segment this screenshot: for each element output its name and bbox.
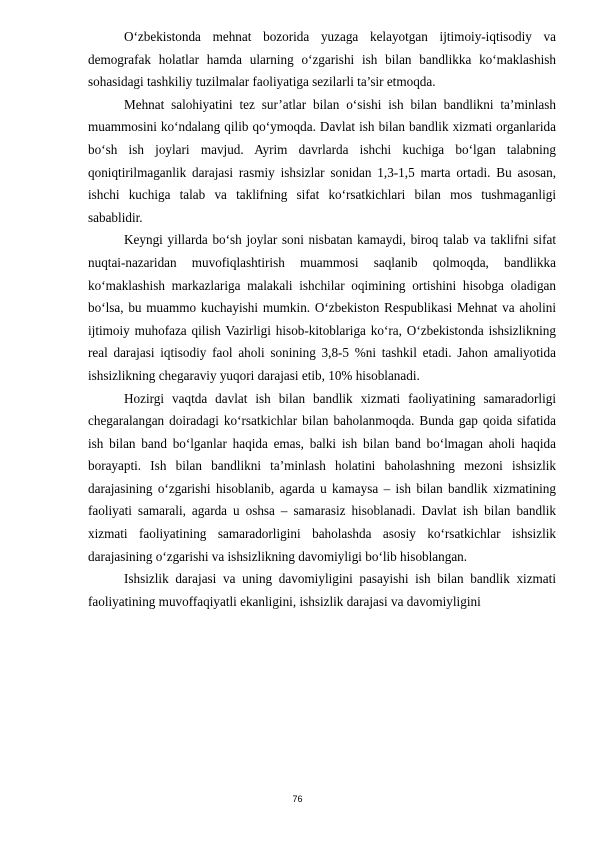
- document-page: [88, 26, 556, 613]
- page-number: 76: [292, 794, 303, 804]
- paragraph-3: Keyngi yillarda bo‘sh joylar soni nisbatan kamaydi, biroq talab va taklifni sifat nuqtai-nazaridan muvofiqlashtirish muammosi saqlanib qolmoqda, bandlikka ko‘maklashish markazlariga malakali ishchilar oqimining ortishini hisobga oladigan bo‘lsa, bu muammo kuchayishi mumkin. O‘zbekiston Respublikasi Mehnat va aholini ijtimoiy muhofaza qilish Vazirligi hisob-kitoblariga ko‘ra, O‘zbekistonda ishsizlikning real darajasi iqtisodiy faol aholi sonining 3,8-5 %ni tashkil etadi. Jahon amaliyotida ishsizlikning chegaraviy yuqori darajasi etib, 10% hisoblanadi.: [88, 232, 556, 383]
- paragraph-1: O‘zbekistonda mehnat bozorida yuzaga kelayotgan ijtimoiy-iqtisodiy va demografak holatlar hamda ularning o‘zgarishi ish bilan bandlikka ko‘maklashish sohasidagi tashkiliy tuzilmalar faoliyatiga sezilarli ta’sir etmoqda.: [88, 29, 556, 90]
- paragraph-5: Ishsizlik darajasi va uning davomiyligini pasayishi ish bilan bandlik xizmati faoliyatining muvoffaqiyatli ekanligini, ishsizlik darajasi va davomiyligini: [88, 571, 556, 609]
- paragraph-4: Hozirgi vaqtda davlat ish bilan bandlik xizmati faoliyatining samaradorligi chegaralangan doiradagi ko‘rsatkichlar bilan baholanmoqda. Bunda gap qoida sifatida ish bilan band bo‘lganlar haqida emas, balki ish bilan band bo‘lmagan aholi haqida borayapti. Ish bilan bandlikni ta’minlash holatini baholashning mezoni ishsizlik darajasining o‘zgarishi hisoblanib, agarda u kamaysa – ish bilan bandlik xizmatining faoliyati samarali, agarda u oshsa – samarasiz hisoblanadi. Davlat ish bilan bandlik xizmati faoliyatining samaradorligini baholashda asosiy ko‘rsatkichlar ishsizlik darajasining o‘zgarishi va ishsizlikning davomiyligi bo‘lib hisoblangan.: [88, 390, 556, 564]
- paragraph-2: Mehnat salohiyatini tez sur’atlar bilan o‘sishi ish bilan bandlikni ta’minlash muammosini ko‘ndalang qilib qo‘ymoqda. Davlat ish bilan bandlik xizmati organlarida bo‘sh ish joylari mavjud. Ayrim davrlarda ishchi kuchiga bo‘lgan talabning qoniqtirilmaganlik darajasi rasmiy ishsizlar sonidan 1,3-1,5 marta ortadi. Bu asosan, ishchi kuchiga talab va taklifning sifat ko‘rsatkichlari bilan mos tushmaganligi sabablidir.: [88, 96, 556, 225]
